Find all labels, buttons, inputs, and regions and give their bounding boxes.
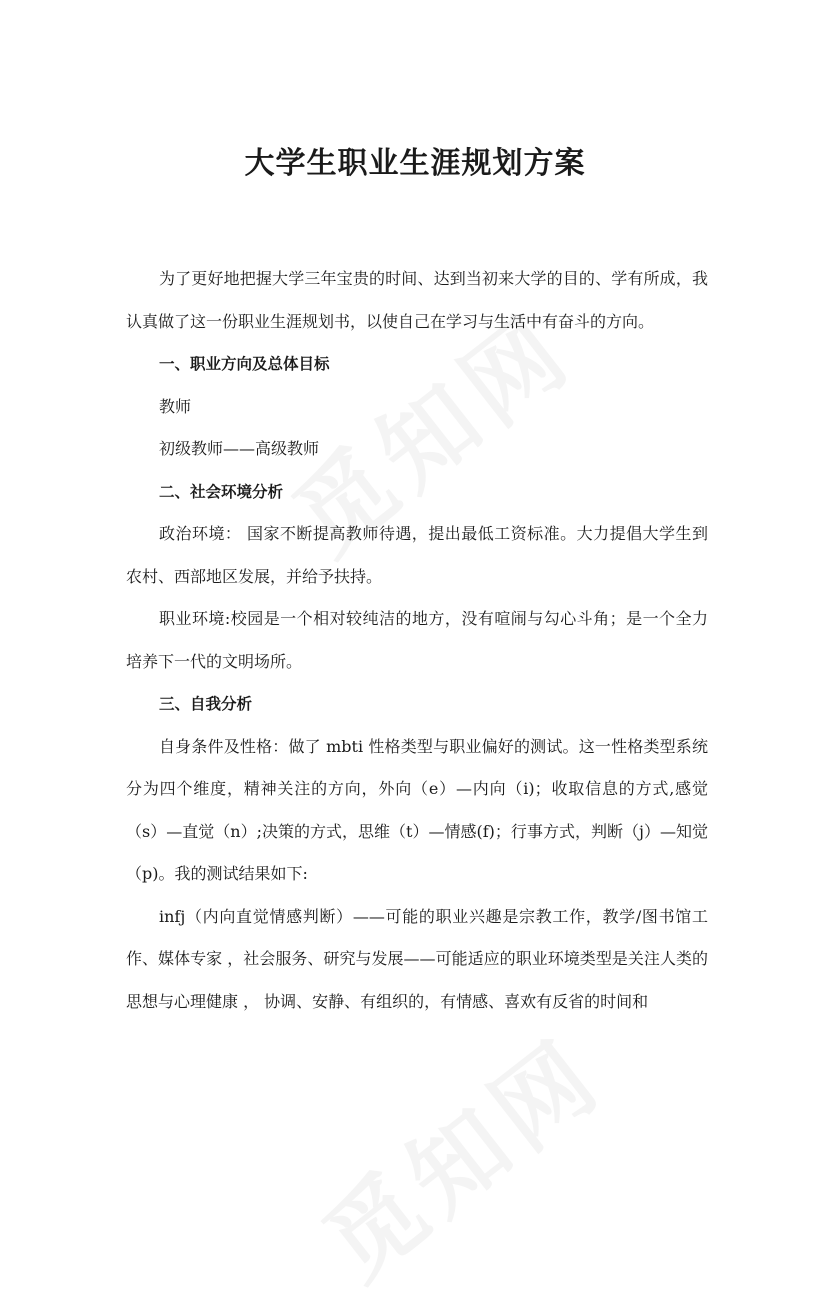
personality-paragraph: 自身条件及性格：做了 mbti 性格类型与职业偏好的测试。这一性格类型系统分为四个维度，精神关注的方向，外向（e）—内向（i)；收取信息的方式,感觉（s）—直觉（n）;决策的方式，思维（t）—情感(f)；行事方式，判断（j）—知觉（p)。我的测试结果如下:: [126, 736, 708, 883]
career-environment-paragraph: 职业环境:校园是一个相对较纯洁的地方，没有喧闹与勾心斗角；是一个全力培养下一代的文明场所。: [126, 609, 708, 671]
section-heading-self-analysis: 三、自我分析: [159, 695, 253, 713]
career-line: 教师: [159, 396, 192, 416]
section-heading-career-direction: 一、职业方向及总体目标: [159, 355, 330, 373]
watermark-lower: [292, 1002, 627, 1305]
section-heading-social-environment: 二、社会环境分析: [159, 482, 284, 501]
intro-paragraph: 为了更好地把握大学三年宝贵的时间、达到当初来大学的目的、学有所成，我认真做了这一份职业生涯规划书，以使自己在学习与生活中有奋斗的方向。: [126, 269, 708, 331]
document-title: 大学生职业生涯规划方案: [244, 146, 586, 181]
infj-paragraph: infj（内向直觉情感判断）——可能的职业兴趣是宗教工作，教学/图书馆工作、媒体专家 ，社会服务、研究与发展——可能适应的职业环境类型是关注人类的思想与心理健康 ， 协调、安静、有组织的，有情感、喜欢有反省的时间和: [126, 906, 708, 1011]
career-path-line: 初级教师——高级教师: [159, 439, 320, 458]
political-environment-paragraph: 政治环境： 国家不断提高教师待遇，提出最低工资标准。大力提倡大学生到农村、西部地区发展，并给予扶持。: [126, 524, 708, 586]
document-body: [126, 258, 708, 1023]
